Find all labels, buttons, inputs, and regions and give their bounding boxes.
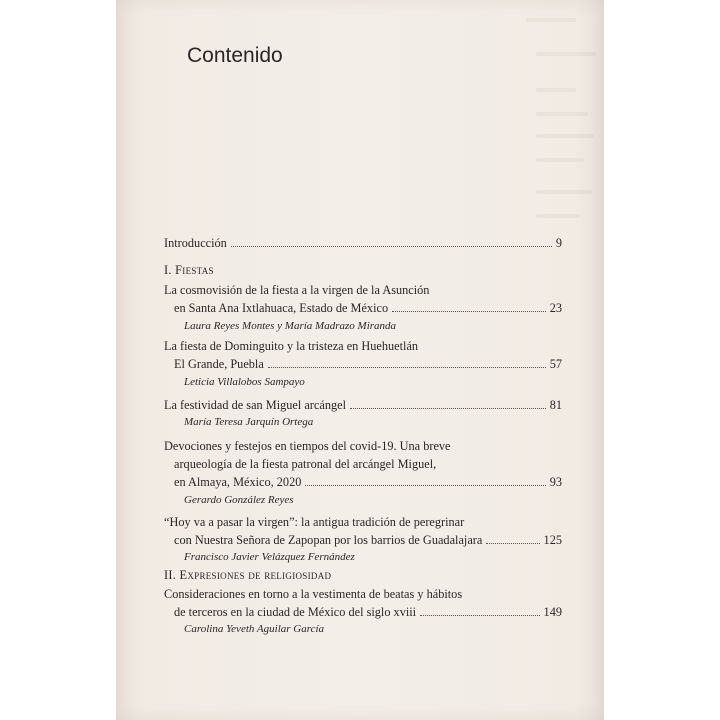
toc-entry-page: 9 (555, 236, 562, 250)
toc-entry-intro[interactable] (164, 235, 562, 251)
toc-entry-author: Laura Reyes Montes y María Madrazo Miranda (184, 320, 397, 332)
toc-entry-author: Gerardo González Reyes (184, 494, 294, 506)
toc-entry-line[interactable]: La fiesta de Dominguito y la tristeza en Huehuetlán (164, 339, 419, 353)
toc-entry-line[interactable]: “Hoy va a pasar la virgen”: la antigua tradición de peregrinar (164, 515, 465, 529)
toc-entry-page: 23 (549, 301, 562, 315)
toc-entry-author: María Teresa Jarquín Ortega (184, 416, 314, 428)
toc-entry-author: Carolina Yeveth Aguilar García (184, 623, 325, 635)
book-page (116, 0, 604, 720)
section-heading: II. Expresiones de religiosidad (164, 568, 332, 582)
section-heading: I. Fiestas (164, 263, 214, 277)
toc-entry-title: en Almaya, México, 2020 (174, 475, 302, 489)
toc-entry-title: en Santa Ana Ixtlahuaca, Estado de México (174, 301, 389, 315)
toc-entry-author: Leticia Villalobos Sampayo (184, 376, 305, 388)
toc-entry-line[interactable] (164, 300, 562, 316)
toc-entry-title: La festividad de san Miguel arcángel (164, 398, 346, 412)
dot-leader (486, 543, 539, 544)
dot-leader (420, 615, 539, 616)
toc-entry-page: 81 (549, 398, 562, 412)
toc-entry-title: con Nuestra Señora de Zapopan por los barrios de Guadalajara (174, 533, 483, 547)
dot-leader (231, 246, 552, 247)
toc-entry-line[interactable]: Consideraciones en torno a la vestimenta de beatas y hábitos (164, 587, 463, 601)
toc-entry-title: El Grande, Puebla (174, 357, 264, 371)
toc-entry-line[interactable]: Devociones y festejos en tiempos del covid-19. Una breve (164, 439, 451, 453)
toc-entry-line[interactable]: arqueología de la fiesta patronal del arcángel Miguel, (174, 457, 437, 471)
toc-entry-page: 93 (549, 475, 562, 489)
toc-entry-line[interactable] (164, 474, 562, 490)
toc-entry-page: 149 (543, 605, 562, 619)
toc-entry-title: Introducción (164, 236, 227, 250)
toc-entry-line[interactable] (164, 532, 562, 548)
toc-entry-title: de terceros en la ciudad de México del siglo xviii (174, 605, 417, 619)
toc-entry-line[interactable]: La cosmovisión de la fiesta a la virgen de la Asunción (164, 283, 430, 297)
toc-entry-author: Francisco Javier Velázquez Fernández (184, 551, 355, 563)
dot-leader (268, 367, 546, 368)
toc-entry-line[interactable] (164, 604, 562, 620)
dot-leader (350, 408, 546, 409)
toc-entry-line[interactable] (164, 356, 562, 372)
page-title: Contenido (187, 44, 283, 67)
toc-entry-page: 57 (549, 357, 562, 371)
toc-entry-page: 125 (543, 533, 562, 547)
dot-leader (392, 311, 546, 312)
dot-leader (305, 485, 545, 486)
toc-entry-line[interactable] (164, 397, 562, 413)
